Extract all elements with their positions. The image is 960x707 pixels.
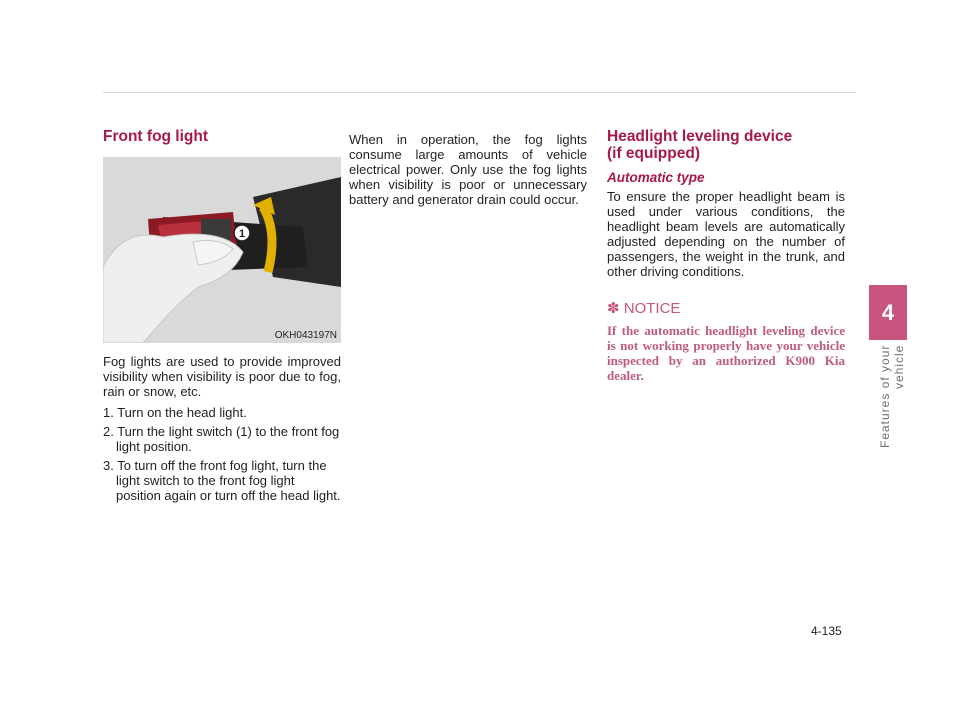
step-item: 3. To turn off the front fog light, turn the light switch to the front fog light position again or turn off the head light. [103,458,341,503]
figure-caption: OKH043197N [274,330,337,341]
header-rule [103,92,856,93]
chapter-title: Features of your vehicle [878,345,906,449]
section-heading-front-fog-light: Front fog light [103,128,209,145]
callout-number-text: 1 [238,228,246,240]
headlight-leveling-paragraph: To ensure the proper headlight beam is used under various conditions, the headlight beam levels are automatically adjusted depending on the number of passengers, the weight in the trunk, and other driving conditions. [607,189,845,279]
column-fog-light-warning [349,132,587,207]
fog-light-power-paragraph: When in operation, the fog lights consume large amounts of vehicle electrical power. Only use the fog lights when visibility is poor or unnecessary battery and generator drain could occur. [349,132,587,207]
column-fog-light [103,128,341,507]
column-headlight-leveling [607,128,845,383]
page-number: 4-135 [811,624,842,638]
chapter-number: 4 [881,299,895,325]
light-switch-illustration [103,157,341,343]
callout-number-1 [234,226,250,240]
subheading-automatic-type: Automatic type [607,170,705,185]
heading-line-1: Headlight leveling device [607,128,793,145]
notice-title: ✽ NOTICE [607,300,681,317]
fog-light-intro: Fog lights are used to provide improved visibility when visibility is poor due to fog, rain or snow, etc. [103,354,341,399]
section-heading-headlight-leveling [607,128,845,162]
fog-light-steps [103,405,341,503]
notice-body: If the automatic headlight leveling device is not working properly have your vehicle inspected by an authorized K900 Kia dealer. [607,323,845,383]
heading-line-2: (if equipped) [607,145,700,162]
step-item: 2. Turn the light switch (1) to the front fog light position. [103,424,340,454]
step-item: 1. Turn on the head light. [103,405,247,420]
fog-light-switch-figure [103,157,341,343]
chapter-tab [869,285,907,340]
